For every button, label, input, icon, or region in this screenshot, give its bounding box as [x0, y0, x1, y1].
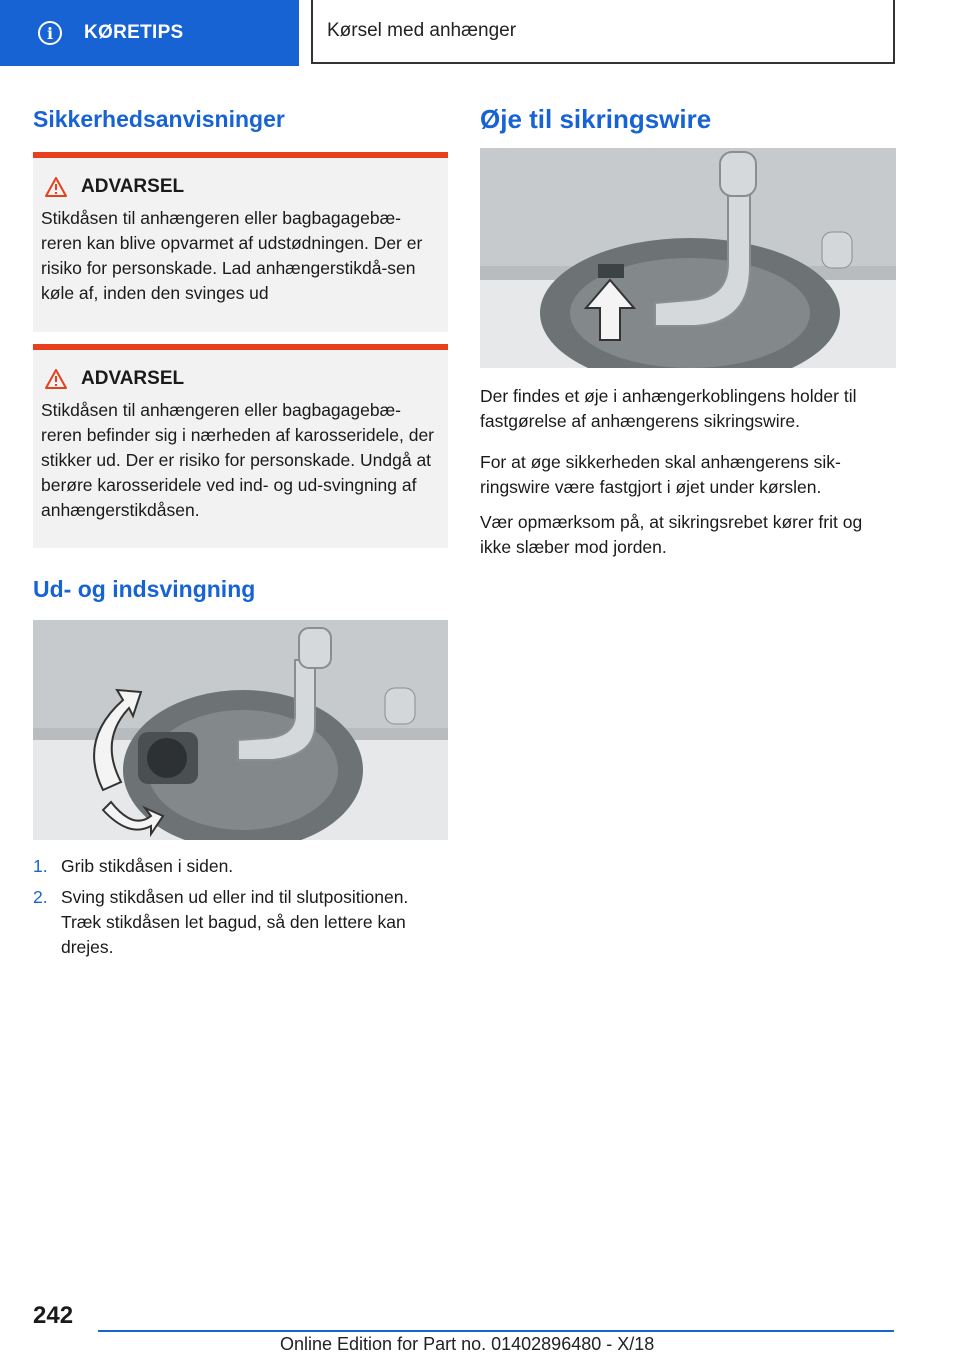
- chapter-tab[interactable]: [0, 0, 299, 66]
- page-number: 242: [33, 1302, 74, 1329]
- list-item: [33, 885, 448, 960]
- steps-list: [33, 854, 448, 960]
- page-header: [0, 0, 960, 66]
- chapter-label: KØRETIPS: [84, 22, 184, 43]
- warning-title: ADVARSEL: [81, 368, 185, 389]
- warning-text: Stikdåsen til anhængeren eller bagbagagebæ-reren kan blive opvarmet af udstødningen. Der er risiko for personskade. Lad anhængerstikdå-sen køle af, inden den svinges ud: [41, 208, 423, 303]
- info-icon: i: [38, 21, 62, 45]
- warning-triangle-icon: [45, 369, 67, 389]
- paragraph: For at øge sikkerheden skal anhængerens sik-ringswire være fastgjort i øjet under kørslen.: [480, 452, 841, 497]
- step-number: 2.: [33, 887, 48, 907]
- safety-wire-eye-image: [480, 148, 896, 368]
- step-text: Grib stikdåsen i siden.: [61, 856, 234, 876]
- list-item: [33, 854, 448, 879]
- eye-text: [480, 384, 896, 560]
- heading-eye: Øje til sikringswire: [480, 104, 712, 134]
- warning-title: ADVARSEL: [81, 176, 185, 197]
- heading-safety: Sikkerhedsanvisninger: [33, 106, 285, 132]
- edition-text: Online Edition for Part no. 01402896480 - X/18: [280, 1334, 655, 1354]
- section-tab[interactable]: [311, 0, 895, 64]
- right-column: [480, 96, 896, 570]
- swing-illustration: [33, 620, 448, 840]
- warning-box-1: [33, 152, 448, 332]
- section-label: Kørsel med anhænger: [327, 20, 517, 41]
- heading-swing: Ud- og indsvingning: [33, 576, 256, 602]
- step-number: 1.: [33, 856, 48, 876]
- paragraph: Vær opmærksom på, at sikringsrebet kører frit og ikke slæber mod jorden.: [480, 512, 863, 557]
- warning-triangle-icon: [45, 177, 67, 197]
- paragraph: Der findes et øje i anhængerkoblingens holder til fastgørelse af anhængerens sikringswire.: [480, 386, 857, 431]
- footer-divider: [98, 1330, 894, 1332]
- eye-illustration: [480, 148, 896, 368]
- warning-box-2: [33, 344, 448, 548]
- warning-text: Stikdåsen til anhængeren eller bagbagagebæ-reren befinder sig i nærheden af karosseridele, der stikker ud. Der er risiko for personskade. Undgå at berøre karosseridele ved ind- og ud-svingning af anhængerstikdåsen.: [41, 400, 434, 520]
- left-column: [33, 96, 448, 966]
- tow-hook-swing-image: [33, 620, 448, 840]
- step-text: Sving stikdåsen ud eller ind til slutpositionen. Træk stikdåsen let bagud, så den lettere kan drejes.: [61, 887, 409, 957]
- page-footer: [0, 1290, 960, 1362]
